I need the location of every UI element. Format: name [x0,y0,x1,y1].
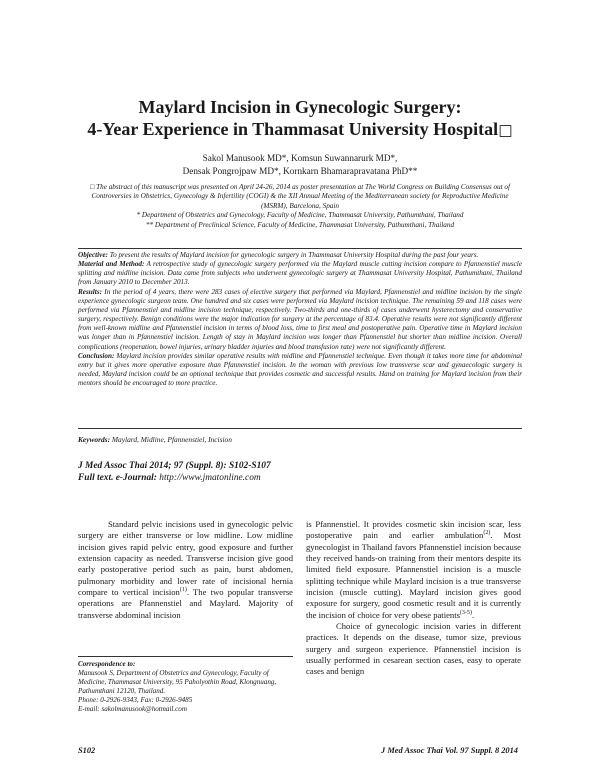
intro-p1-cont: . The two popular transverse operations are Pfannenstiel and Maylard. Majority of transverse abdominal incision [78,587,293,620]
right-p1b: . Most gynecologist in Thailand favors Pfannenstiel incision because they received hands-on training from their mentors despite its limited field exposure. Pfannenstiel incision is a muscle splitting technique while Maylard incision is a true transverse incision (muscle cutting). Maylard incision gives good exposure for surgery, good cosmetic result and it is currently the incision of choice for very obese patients [306,530,522,620]
fulltext-label: Full text. e-Journal: [78,473,157,483]
method-label: Material and Method: [78,260,145,269]
title-line-2 [40,118,560,141]
abstract-objective [78,251,522,260]
affiliation-1: * Department of Obstetrics and Gynecology, Faculty of Medicine, Thammasat University, Pathumthani, Thailand [136,211,464,220]
method-text: A retrospective study of gynecologic surgery performed via the Maylard muscle cutting incision compare to Pfannenstiel muscle splitting and midline incision. Data came from subjects who underwent gynecologic surgery at Thammasat University Hospital, Pathumthani, Thailand from January 2010 to December 2013. [78,260,522,287]
correspondence-address: Manusook S, Department of Obstetrics and Gynecology, Faculty of Medicine, Thammasat University, 95 Paholyothin Road, Klongnuang, Pathumthani 12120, Thailand. [78,669,277,696]
ref-1: (1) [179,587,187,594]
citation-text: J Med Assoc Thai 2014; 97 (Suppl. 8): S102-S107 [78,461,271,471]
page-number: S102 [78,746,96,755]
running-footer: J Med Assoc Thai Vol. 97 Suppl. 8 2014 [381,746,518,755]
objective-label: Objective: [78,251,108,259]
conclusion-text: Maylard incision provides similar operative results with midline and Pfannenstiel technique. Even though it takes more time for abdominal entry but it gives more operative exposure than Pfannenstiel incision. In the woman with previous low transverse scar and gynaecologic surgery is needed, Maylard incision could be an optional technique that provides cosmetic and successful results. Hand on training for Maylard incision from their mentors should be encouraged to more practice. [78,351,522,388]
results-text: In the period of 4 years, there were 283 cases of elective surgery that performed via Maylard, Pfannenstiel and midline incision by the single experience gynecologic surgeon team. One hundred and six cases were performed via Maylard incision technique. The remaining 59 and 118 cases were performed via Pfannenstiel and midline incision technique, respectively. Two-thirds and one-thirds of cases underwent hysterectomy and conservative surgery, respectively. Benign conditions were the major indication for surgery at the percentage of 83.4. Operative results were not significantly different from well-known midline and Pfannenstiel incision in terms of blood loss, time to first meal and postoperative pain. Operative time in Maylard incision was longer than in Pfannenstiel incision. Length of stay in Maylard incision was longer than Pfannenstiel but shorter than midline incision. Overall complications (reoperation, bowel injuries, urinary bladder injuries and blood transfusion rate) were not significantly different. [78,287,522,351]
author-list [40,152,560,177]
intro-paragraph-1-continued [306,519,521,621]
authors-line-2: Densak Pongrojpaw MD*, Kornkarn Bhamarapravatana PhD** [182,165,418,176]
correspondence-rule [78,656,293,657]
abstract-results [78,288,522,352]
affiliation-2: ** Department of Preclinical Science, Faculty of Medicine, Thammasat University, Pathumthani, Thailand [145,220,455,229]
correspondence-label: Correspondence to: [78,660,136,668]
abstract-bottom-rule [78,428,522,429]
conclusion-label: Conclusion: [78,351,115,360]
results-label: Results: [78,287,102,296]
keywords [78,435,232,444]
authors-line-1: Sakol Manusook MD*, Komsun Suwannarurk MD*, [202,153,398,163]
abstract-method [78,260,522,287]
title-footnote-mark: □ [498,121,513,139]
right-p1a: is Pfannenstiel. It provides cosmetic skin incision scar, less postoperative pain and earlier ambulation [306,519,521,541]
title-line-2-text: 4-Year Experience in Thammasat University Hospital [87,119,499,139]
journal-citation [78,460,271,472]
abstract [78,251,522,388]
article-title [40,96,560,141]
presentation-note: □ The abstract of this manuscript was presented on April 24-26, 2014 as poster presentation at The World Congress on Building Consensus out of Controversies in Obstetrics, Gynecology & Infertility (COGI) & the XII Annual Meeting of the Mediterranean society for Reproductive Medicine (MSRM), Barcelona, Spain [89,183,511,210]
abstract-top-rule [78,248,522,249]
title-line-1: Maylard Incision in Gynecologic Surgery: [138,97,462,117]
fulltext-line [78,472,271,484]
intro-p1-text: Standard pelvic incisions used in gynecologic pelvic surgery are either transverse or low midline. Low midline incision gives rapid pelvic entry, good exposure and further extension capacity as needed. Transverse incision give good early postoperative period such as pain, burst abdomen, pulmonary morbidity and lower rate of incisional hernia compare to vertical incision [78,519,293,598]
ref-2: (2) [483,530,491,537]
fulltext-link[interactable]: http://www.jmatonline.com [156,473,261,483]
correspondence-phone: Phone: 0-2926-9343, Fax: 0-2926-9485 [78,696,193,705]
ref-3-5: (3-5) [459,609,472,616]
keywords-text: Maylard, Midline, Pfannenstiel, Incision [110,435,232,444]
journal-citation-block [78,460,271,484]
affiliation-notes [82,183,518,230]
right-p1c: . [471,609,475,620]
objective-text: To present the results of Maylard incision for gynecologic surgery in Thammasat University Hospital during the past four years. [107,251,479,259]
keywords-label: Keywords: [78,435,111,444]
intro-paragraph-2: Choice of gynecologic incision varies in different practices. It depends on the disease, tumor size, previous surgery and surgeon experience. Pfannenstiel incision is usually performed in cesarean section cases, easy to operate cases and benign [306,621,521,677]
body-column-right [306,519,521,678]
intro-paragraph-1 [78,519,293,621]
correspondence-block [78,660,293,715]
correspondence-email[interactable]: E-mail: sakolmanusook@hotmail.com [78,705,187,714]
body-column-left [78,519,293,621]
abstract-conclusion [78,352,522,389]
